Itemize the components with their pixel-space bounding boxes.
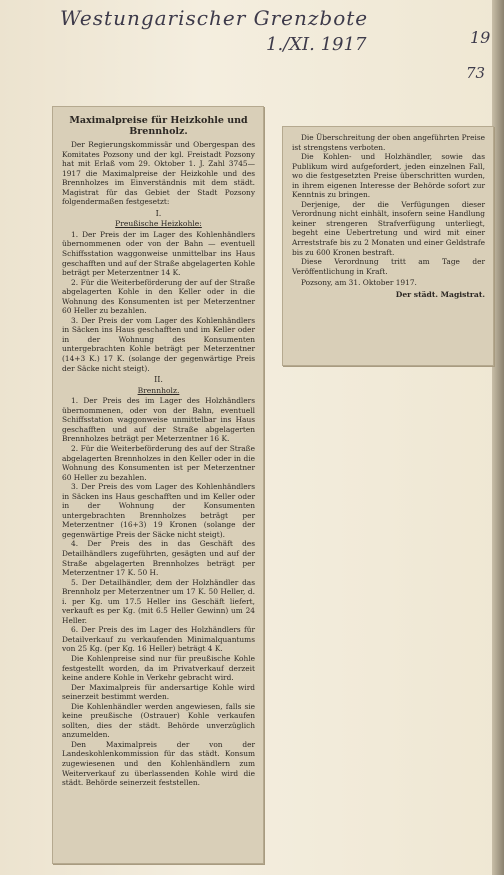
paragraph: 6. Der Preis des im Lager des Holzhändlers für Detailverkauf zu verkaufenden Minimalquantums von 25 Kg. (per Kg. 16 Heller) beträgt 4 K. — [62, 625, 255, 654]
paragraph: Diese Verordnung tritt am Tage der Veröffentlichung in Kraft. — [292, 257, 485, 276]
handwritten-masthead: Westungarischer Grenzbote — [60, 6, 369, 30]
article-title: Maximalpreise für Heizkohle und Brennholz. — [69, 115, 248, 137]
newspaper-clipping-main — [52, 106, 264, 864]
paragraph: 4. Der Preis des in das Geschäft des Detailhändlers zugeführten, gesägten und auf der Straße abgelagerten Brennholzes beträgt per Meterzentner 17 K. 50 H. — [62, 539, 255, 578]
archive-number: 73 — [466, 64, 486, 82]
place-date: Pozsony, am 31. Oktober 1917. — [301, 278, 417, 288]
paragraph: 5. Der Detailhändler, dem der Holzhändler das Brennholz per Meterzentner um 17 K. 50 Heller, d. i. per Kg. um 17.5 Heller ins Geschäft liefert, verkauft es per Kg. (mit 6.5 Heller Gewinn) um 24 Heller. — [62, 577, 255, 625]
paragraph: 2. Für die Weiterbeförderung der auf der Straße abgelagerten Kohle in den Keller oder in die Wohnung des Konsumenten ist per Meterzentner 60 Heller zu bezahlen. — [62, 277, 255, 316]
paragraph: Derjenige, der die Verfügungen dieser Verordnung nicht einhält, insofern seine Handlung keiner strengeren Strafverfügung unterliegt, begeht eine Uebertretung und wird mit einer Arreststrafe bis zu 2 Monaten und einer Geldstrafe bis zu 600 Kronen bestraft. — [292, 199, 485, 257]
paragraph: Die Kohlen- und Holzhändler, sowie das Publikum wird aufgefordert, jeden einzelnen Fall, wo die festgesetzten Preise überschritten wurden, in ihrem eigenen Interesse der Behörde sofort zur Kenntnis zu bringen. — [292, 152, 485, 200]
paragraph: 2. Für die Weiterbeförderung des auf der Straße abgelagerten Brennholzes in den Keller oder in die Wohnung des Konsumenten ist per Meterzentner 60 Heller zu bezahlen. — [62, 443, 255, 482]
handwritten-date: 1./XI. 1917 — [266, 34, 367, 55]
newspaper-clipping-continuation — [282, 126, 494, 366]
section-heading: II. — [154, 375, 163, 385]
paragraph: Die Kohlenpreise sind nur für preußische Kohle festgestellt worden, da im Privatverkauf derzeit keine andere Kohle in Verkehr gebracht wird. — [62, 653, 255, 683]
paragraph: Die Kohlenhändler werden angewiesen, falls sie keine preußische (Ostrauer) Kohle verkaufen sollten, dies der städt. Behörde unverzüglich anzumelden. — [62, 701, 255, 740]
paragraph: 3. Der Preis der vom Lager des Kohlenhändlers in Säcken ins Haus geschafften und im Keller oder in der Wohnung des Konsumenten untergebrachten Kohle beträgt per Meterzentner (14+3 K.) 17 K. (solange der gegenwärtige Preis der Säcke nicht steigt). — [62, 315, 255, 373]
paragraph: Den Maximalpreis der von der Landeskohlenkommission für das städt. Konsum zugewiesenen und den Kohlenhändlern zum Weiterverkauf zu überlassenden Kohle wird die städt. Behörde seinerzeit feststellen. — [62, 739, 255, 788]
paragraph: 1. Der Preis der im Lager des Kohlenhändlers übernommenen oder von der Bahn — eventuell Schiffsstation waggonweise unmittelbar ins Haus geschafften und auf der Straße abgelagerten Kohle beträgt per Meterzentner 14 K. — [62, 229, 255, 278]
signature: Der städt. Magistrat. — [395, 289, 485, 299]
archive-number: 19 — [470, 28, 491, 47]
paragraph: Der Maximalpreis für andersartige Kohle wird seinerzeit bestimmt werden. — [62, 682, 255, 702]
paragraph: 3. Der Preis des vom Lager des Kohlenhändlers in Säcken ins Haus geschafften und im Keller oder in der Wohnung der Konsumenten untergebrachten Brennholzes beträgt per Meterzentner (16+3) 19 Kronen (solange der gegenwärtige Preis der Säcke nicht steigt). — [62, 482, 255, 539]
paragraph: 1. Der Preis des im Lager des Holzhändlers übernommenen, oder von der Bahn, eventuell Schiffsstation waggonweise unmittelbar ins Haus geschafften und auf der Straße abgelagerten Brennholzes beträgt per Meterzentner 16 K. — [62, 396, 255, 444]
section-subheading: Brennholz. — [137, 385, 180, 395]
section-subheading: Preußische Heizkohle: — [115, 219, 202, 229]
intro-paragraph: Der Regierungskommissär und Obergespan des Komitates Pozsony und der kgl. Freistadt Pozsony hat mit Erlaß vom 29. Oktober 1. J. Zahl 3745—1917 die Maximalpreise der Heizkohle und des Brennholzes im Einverständnis mit dem städt. Magistrat für das Gebiet der Stadt Pozsony folgendermaßen festgesetzt: — [62, 140, 255, 207]
paragraph: Die Überschreitung der oben angeführten Preise ist strengstens verboten. — [292, 133, 485, 152]
section-heading: I. — [155, 208, 162, 218]
